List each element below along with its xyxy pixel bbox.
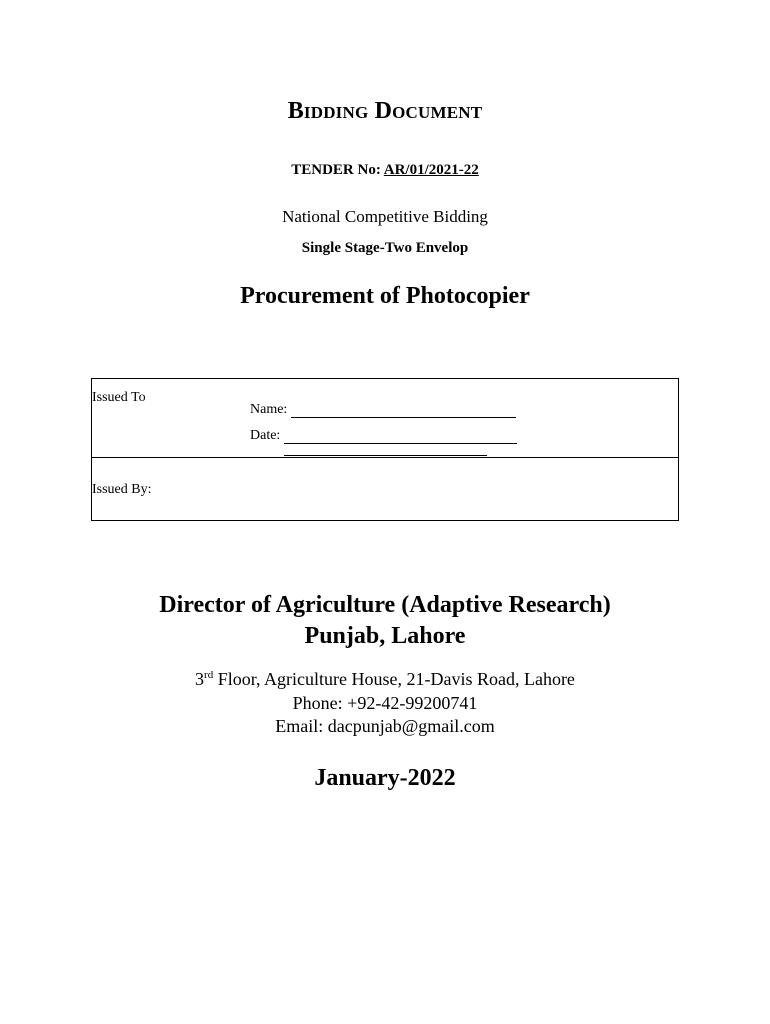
issue-table bbox=[91, 378, 679, 521]
name-field bbox=[250, 402, 516, 418]
bidding-type: National Competitive Bidding bbox=[282, 207, 488, 226]
extra-blank-line bbox=[284, 455, 487, 456]
document-title: Bidding Document bbox=[287, 98, 483, 124]
date-blank-line bbox=[284, 429, 517, 444]
issued-by-label: Issued By: bbox=[92, 482, 152, 497]
floor-number: 3 bbox=[195, 669, 205, 689]
issue-date: January-2022 bbox=[314, 765, 456, 791]
tender-number: AR/01/2021-22 bbox=[383, 162, 479, 178]
tender-line bbox=[0, 162, 770, 179]
issuer-email: Email: dacpunjab@gmail.com bbox=[275, 716, 495, 736]
name-blank-line bbox=[291, 403, 516, 418]
procurement-subject: Procurement of Photocopier bbox=[240, 283, 530, 309]
floor-suffix: rd bbox=[204, 669, 214, 681]
issued-to-label: Issued To bbox=[92, 390, 146, 405]
issuer-office: Director of Agriculture (Adaptive Research) bbox=[159, 592, 611, 618]
address-rest: Floor, Agriculture House, 21-Davis Road, Lahore bbox=[213, 669, 575, 689]
table-divider bbox=[92, 457, 678, 458]
issuer-location: Punjab, Lahore bbox=[304, 623, 466, 649]
date-field bbox=[250, 428, 517, 444]
issuer-phone: Phone: +92-42-99200741 bbox=[292, 693, 478, 713]
date-label: Date: bbox=[250, 428, 281, 443]
issuer-address bbox=[0, 669, 770, 690]
tender-label: TENDER No: bbox=[291, 162, 381, 178]
bidding-stage: Single Stage-Two Envelop bbox=[301, 240, 469, 256]
name-label: Name: bbox=[250, 402, 288, 417]
